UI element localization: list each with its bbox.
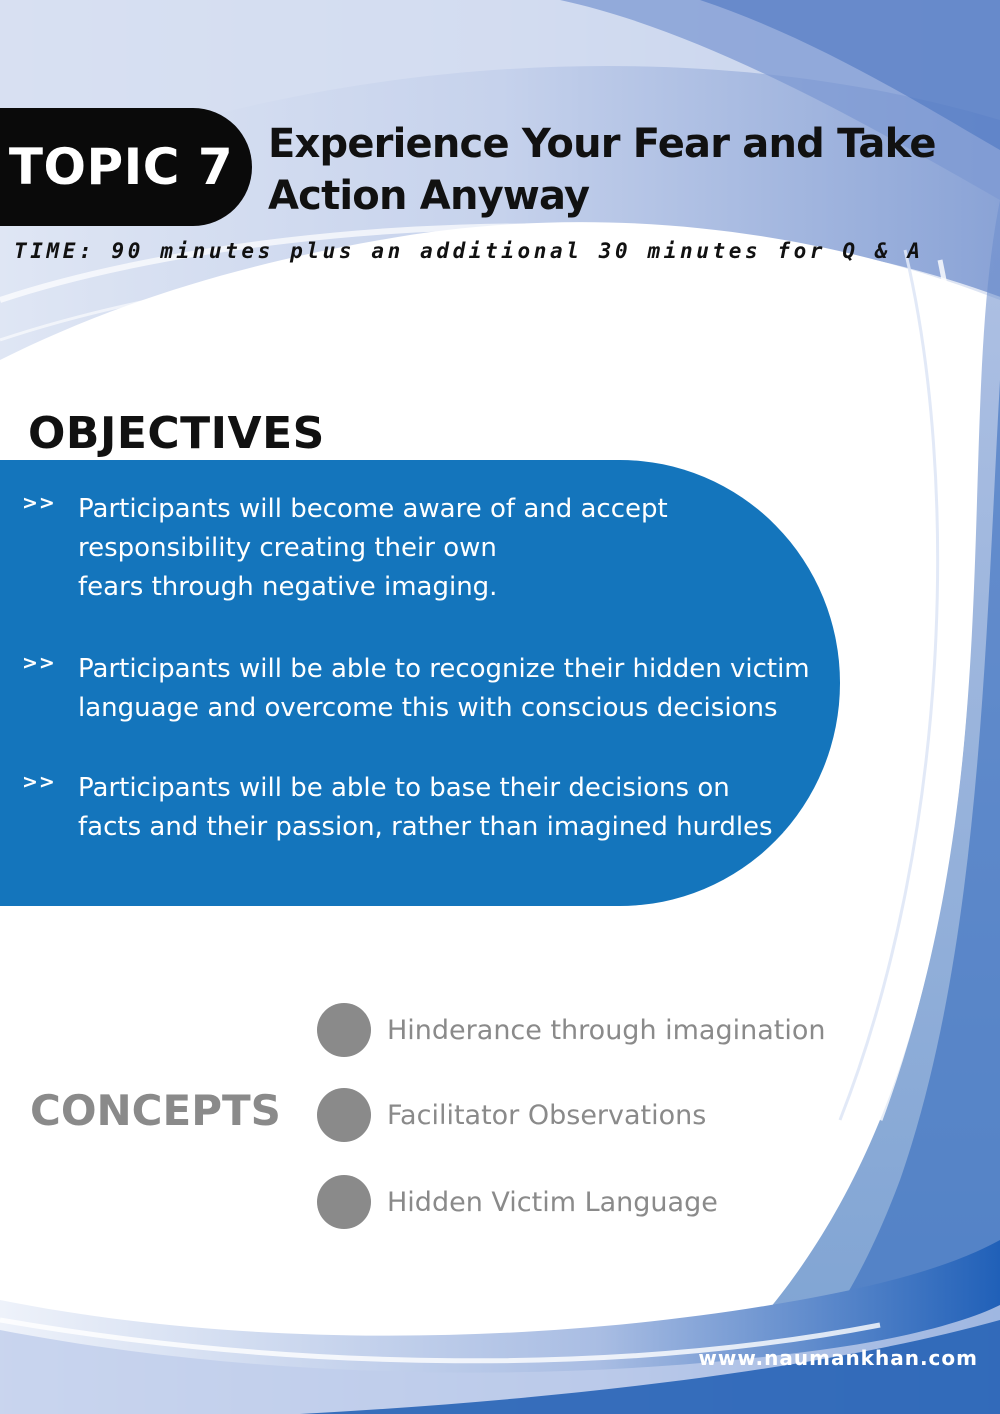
concept-item (317, 1088, 706, 1142)
concept-item (317, 1003, 826, 1057)
objectives-heading: OBJECTIVES (28, 408, 325, 459)
bullet-circle-icon (317, 1003, 371, 1057)
bullet-circle-icon (317, 1088, 371, 1142)
concepts-heading: CONCEPTS (30, 1086, 281, 1135)
objective-text: Participants will be able to base their decisions on facts and their passion, rather than imagined hurdles . (78, 773, 790, 842)
objective-text: Participants will become aware of and accept responsibility creating their own fears through negative imaging. (78, 494, 668, 602)
session-time: TIME: 90 minutes plus an additional 30 minutes for Q & A (14, 239, 924, 263)
double-chevron-icon: >> (22, 652, 56, 674)
title-line-2: Action Anyway (268, 173, 590, 219)
concept-label: Facilitator Observations (387, 1099, 707, 1131)
concept-label: Hinderance through imagination (387, 1014, 826, 1046)
double-chevron-icon: >> (22, 771, 56, 793)
page-title (268, 118, 968, 222)
bullet-circle-icon (317, 1175, 371, 1229)
objectives-panel (0, 460, 840, 906)
double-chevron-icon: >> (22, 492, 56, 514)
concept-item (317, 1175, 718, 1229)
objective-text: Participants will be able to recognize their hidden victim language and overcome this with conscious decisions (78, 654, 810, 723)
topic-label: TOPIC 7 (8, 138, 234, 196)
title-line-1: Experience Your Fear and Take (268, 121, 936, 167)
topic-badge (0, 108, 252, 226)
website-url: www.naumankhan.com (698, 1346, 978, 1370)
concept-label: Hidden Victim Language (387, 1186, 718, 1218)
